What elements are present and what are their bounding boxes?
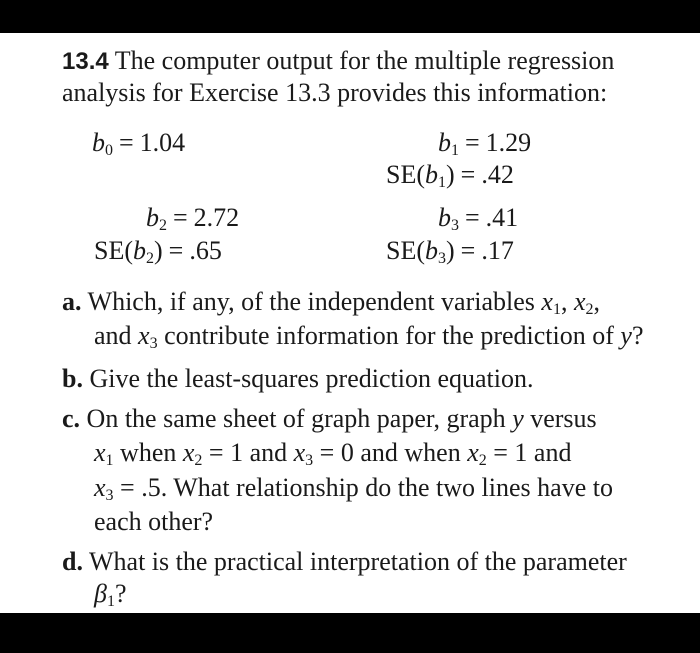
stat-b3: $b_3 = .41$: [438, 203, 519, 234]
stat-b0: $b_0 = 1.04$: [92, 128, 186, 159]
bottom-black-bar: [0, 613, 700, 653]
part-d-letter: d.: [62, 547, 83, 576]
top-black-bar: [0, 0, 700, 33]
stat-se-b1: $SE(b_1) = .42$: [386, 160, 514, 191]
part-a-letter: a.: [62, 287, 82, 316]
exercise-heading: [62, 46, 614, 77]
stat-se-b2: $SE(b_2) = .65$: [94, 236, 222, 267]
stat-b1: $b_1 = 1.29$: [438, 128, 532, 159]
part-c-letter: c.: [62, 404, 81, 433]
part-d-line1: d. What is the practical interpretation of the parameter: [62, 547, 627, 576]
part-b-line: b. Give the least-squares prediction equation.: [62, 364, 534, 393]
exercise-number: 13.4: [62, 48, 109, 75]
part-a-line1: a. Which, if any, of the independent variables $x_1$, $x_2$,: [62, 287, 600, 318]
part-c-line1: c. On the same sheet of graph paper, graph y versus: [62, 404, 597, 433]
intro-text-line1: The computer output for the multiple regression: [114, 46, 615, 75]
stat-se-b3: $SE(b_3) = .17$: [386, 236, 514, 267]
part-a-line2: and $x_3$ contribute information for the prediction of y?: [94, 321, 644, 352]
part-b-letter: b.: [62, 364, 83, 393]
part-c-line2: $x_1$ when $x_2 = 1$ and $x_3 = 0$ and when $x_2 = 1$ and: [94, 438, 572, 469]
stat-b2: $b_2 = 2.72$: [146, 203, 240, 234]
part-c-line3: $x_3 = .5$. What relationship do the two lines have to: [94, 473, 613, 504]
intro-text-line2: analysis for Exercise 13.3 provides this information:: [62, 78, 608, 107]
part-c-line4: each other?: [94, 507, 214, 536]
part-d-line2: $\beta_1$?: [94, 579, 127, 610]
